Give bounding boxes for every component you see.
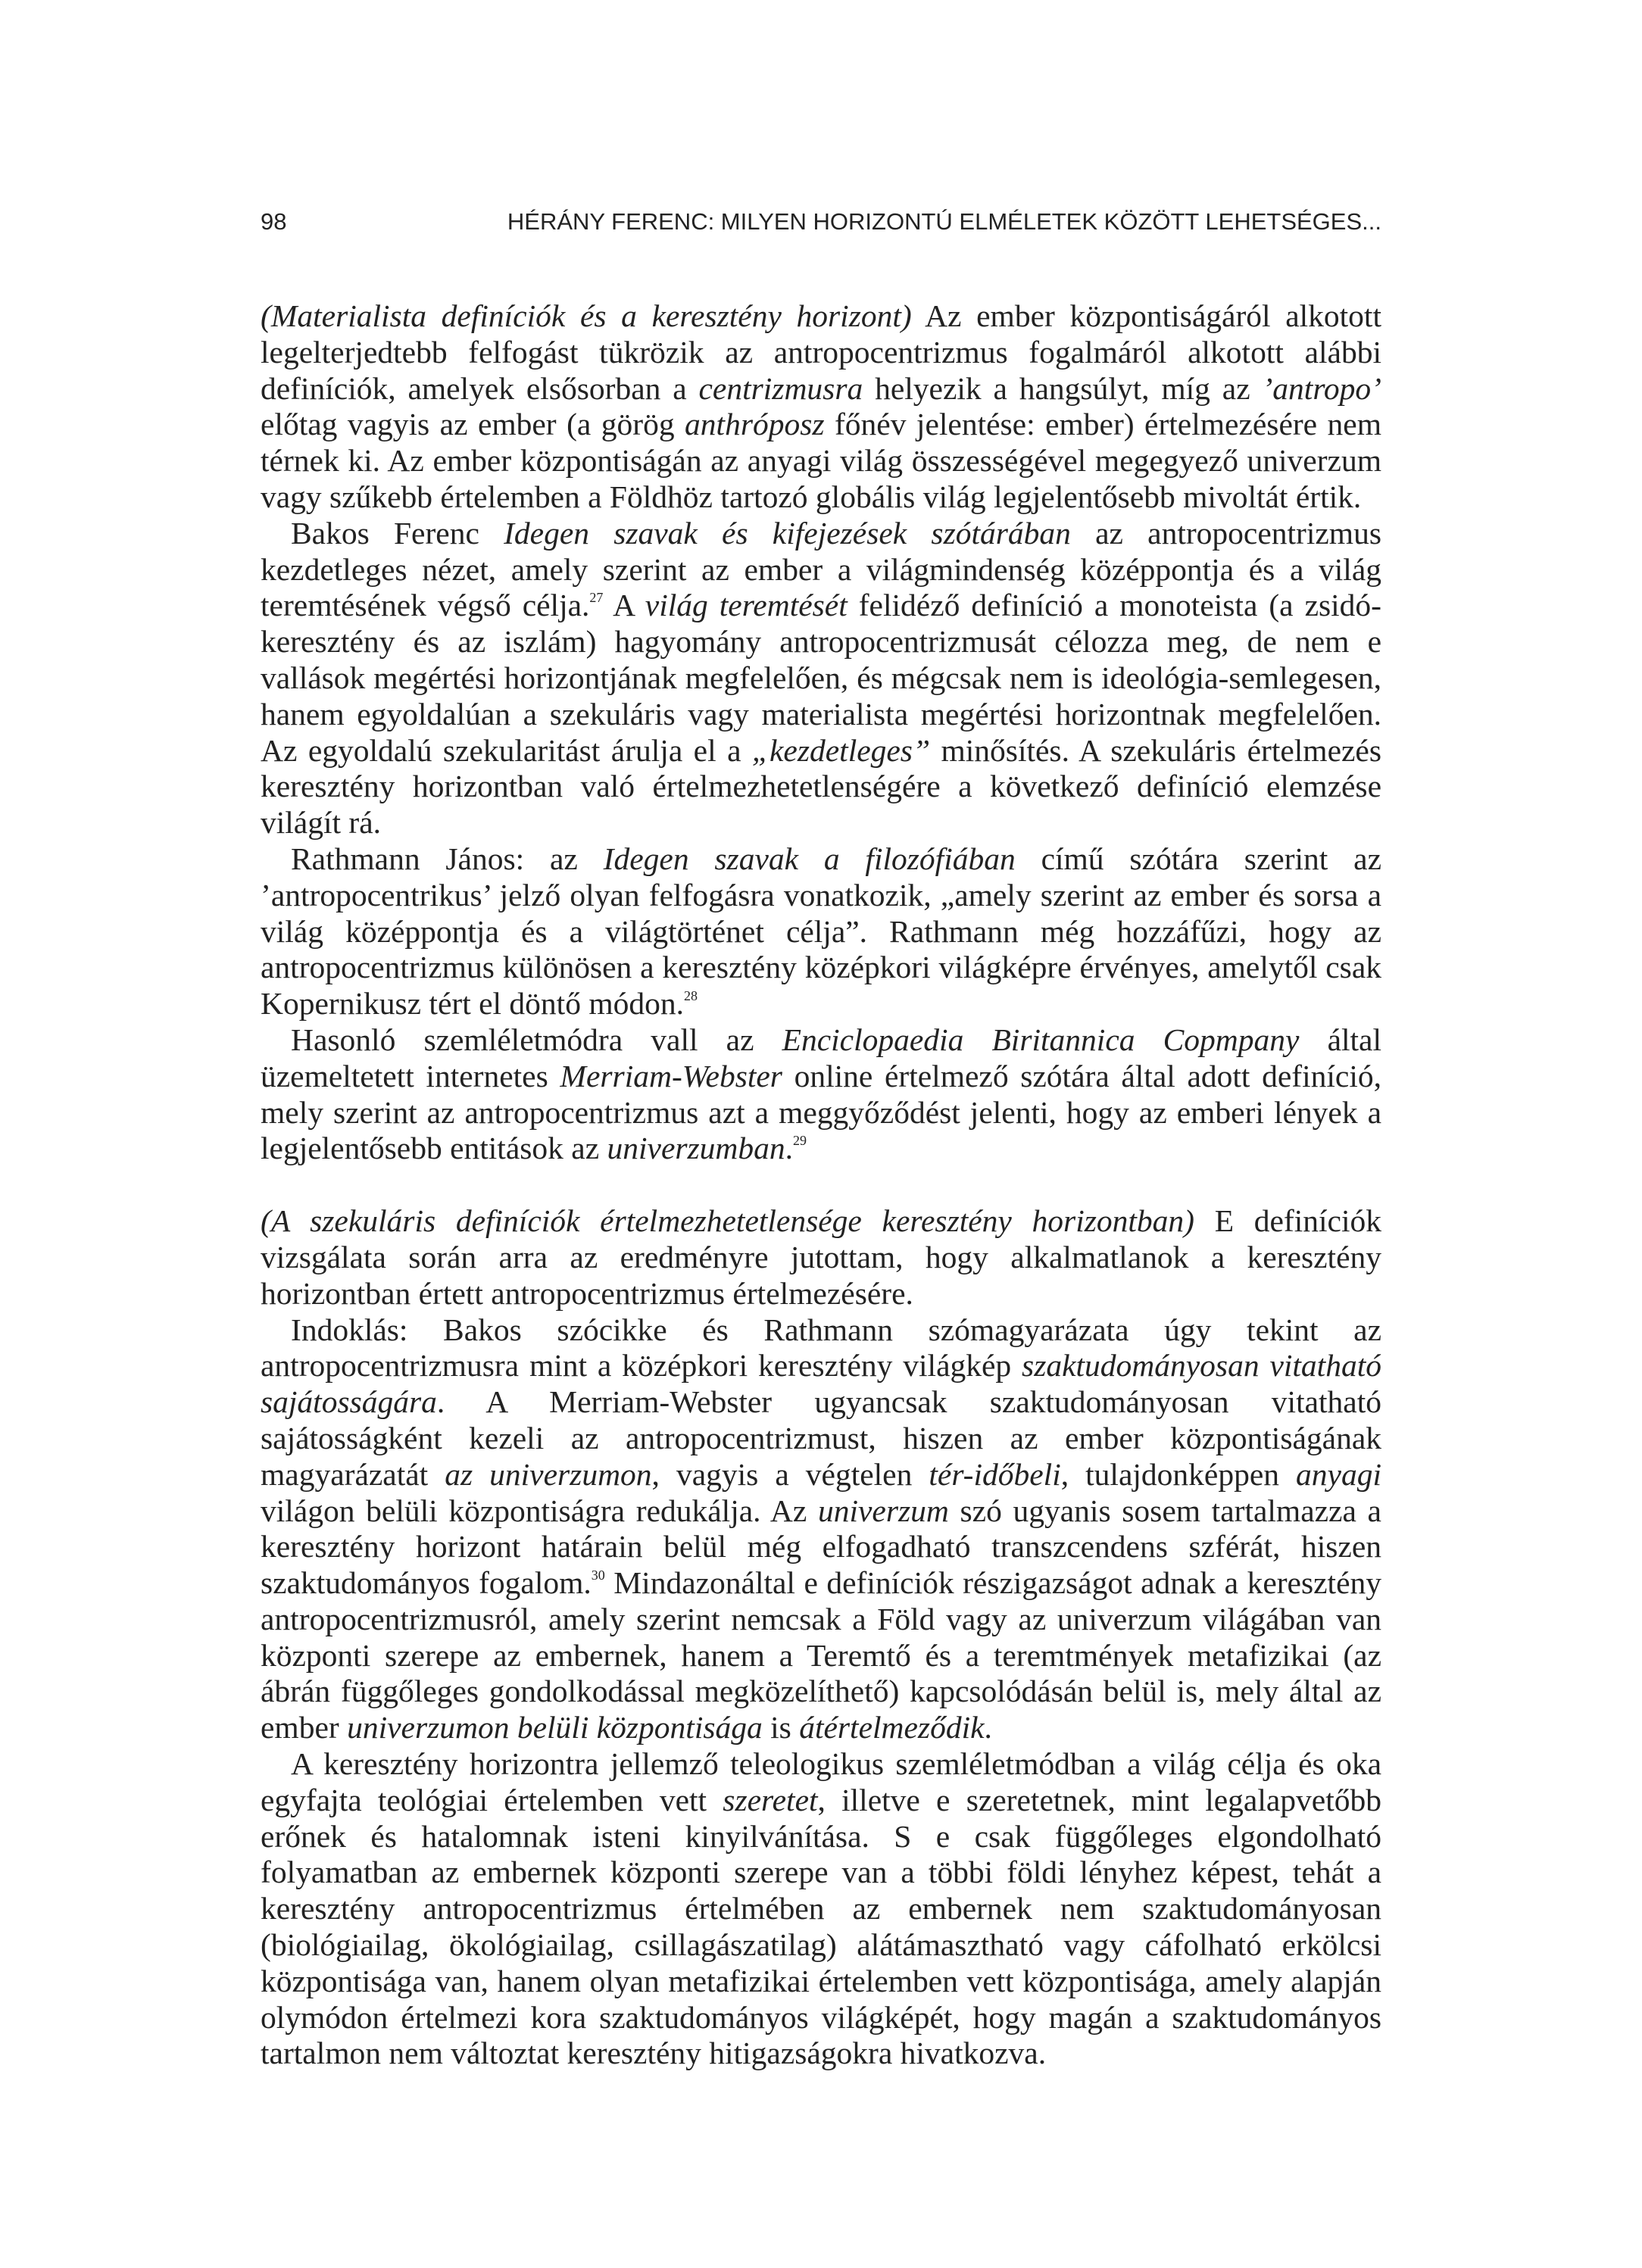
paragraph-secular-definitions: (A szekuláris definíciók értelmezhetetlensége keresztény horizontban) E definíciók vizsgálata során arra az eredményre jutottam, hogy alkalmatlanok a keresztény horizontban értett antropocentrizmus értelmezésére. xyxy=(261,1203,1381,1311)
footnote-ref: 30 xyxy=(591,1568,605,1583)
paragraph-materialist-definitions: (Materialista definíciók és a keresztény horizont) Az ember központiságáról alkotott legelterjedtebb felfogást tükrözik az antropocentrizmus fogalmáról alkotott alábbi definíciók, amelyek elsősorban a centrizmusra helyezik a hangsúlyt, míg az ’antropo’ előtag vagyis az ember (a görög anthróposz főnév jelentése: ember) értelmezésére nem térnek ki. Az ember központiságán az anyagi világ összességével megegyező univerzum vagy szűkebb értelemben a Földhöz tartozó globális világ legjelentősebb mivoltát értik. xyxy=(261,298,1381,514)
paragraph-bakos: Bakos Ferenc Idegen szavak és kifejezések szótárában az antropocentrizmus kezdetleges nézet, amely szerint az ember a világmindenség középpontja és a világ teremtésének végső célja.$^{27}$ A világ teremtését felidéző definíció a monoteista (a zsidó-keresztény és az iszlám) hagyomány antropocentrizmusát célozza meg, de nem e vallások megértési horizontjának megfelelően, és mégcsak nem is ideológia-semlegesen, hanem egyoldalúan a szekuláris vagy materialista megértési horizontnak megfelelően. Az egyoldalú szekularitást árulja el a „kezdetleges” minősítés. A szekuláris értelmezés keresztény horizontban való értelmezhetetlenségére a következő definíció elemzése világít rá. xyxy=(261,515,1381,841)
footnote-ref: 27 xyxy=(589,590,604,606)
section-title: (Materialista definíciók és a keresztény horizont) xyxy=(261,298,912,333)
body-text xyxy=(261,298,1381,2072)
page-number: 98 xyxy=(261,208,287,235)
paragraph-merriam-webster: Hasonló szemléletmódra vall az Enciclopaedia Biritannica Copmpany által üzemeltetett internetes Merriam-Webster online értelmező szótára által adott definíció, mely szerint az antropocentrizmus azt a meggyőződést jelenti, hogy az emberi lények a legjelentősebb entitások az univerzumban.$^{29}$ xyxy=(261,1022,1382,1166)
section-title: (A szekuláris definíciók értelmezhetetlensége keresztény horizontban) xyxy=(261,1203,1194,1239)
paragraph-justification: Indoklás: Bakos szócikke és Rathmann szómagyarázata úgy tekint az antropocentrizmusra mint a középkori keresztény világkép szaktudományosan vitatható sajátosságára. A Merriam-Webster ugyancsak szaktudományosan vitatható sajátosságként kezeli az antropocentrizmust, hiszen az ember központiságának magyarázatát az univerzumon, vagyis a végtelen tér-időbeli, tulajdonképpen anyagi világon belüli központiságra redukálja. Az univerzum szó ugyanis sosem tartalmazza a keresztény horizont határain belül még elfogadható transzcendens szférát, hiszen szaktudományos fogalom.$^{30}$ Mindazonáltal e definíciók részigazságot adnak a keresztény antropocentrizmusról, amely szerint nemcsak a Föld vagy az univerzum világában van központi szerepe az embernek, hanem a Teremtő és a teremtmények metafizikai (az ábrán függőleges gondolkodással megközelíthető) kapcsolódásán belül is, mely által az ember univerzumon belüli központisága is átértelmeződik. xyxy=(261,1312,1381,1745)
paragraph-teleological: A keresztény horizontra jellemző teleologikus szemléletmódban a világ célja és oka egyfajta teológiai értelemben vett szeretet, illetve e szeretetnek, mint legalapvetőbb erőnek és hatalomnak isteni kinyilvánítása. S e csak függőleges elgondolható folyamatban az embernek központi szerepe van a többi földi lényhez képest, tehát a keresztény antropocentrizmus értelmében az embernek nem szaktudományosan (biológiailag, ökológiailag, csillagászatilag) alátámasztható vagy cáfolható erkölcsi központisága van, hanem olyan metafizikai értelemben vett központisága, amely alapján olymódon értelmezi kora szaktudományos világképét, hogy magán a szaktudományos tartalmon nem változtat keresztény hitigazságokra hivatkozva. xyxy=(261,1746,1381,2071)
footnote-ref: 28 xyxy=(684,988,698,1004)
running-title: HÉRÁNY FERENC: MILYEN HORIZONTÚ ELMÉLETEK KÖZÖTT LEHETSÉGES... xyxy=(507,208,1381,235)
running-header xyxy=(261,203,1381,241)
paragraph-rathmann: Rathmann János: az Idegen szavak a filozófiában című szótára szerint az ’antropocentrikus’ jelző olyan felfogásra vonatkozik, „amely szerint az ember és sorsa a világ középpontja és a világtörténet célja”. Rathmann még hozzáfűzi, hogy az antropocentrizmus különösen a keresztény középkori világképre érvényes, amelytől csak Kopernikusz tért el döntő módon.$^{28}$ xyxy=(261,841,1382,1022)
footnote-ref: 29 xyxy=(793,1133,807,1149)
